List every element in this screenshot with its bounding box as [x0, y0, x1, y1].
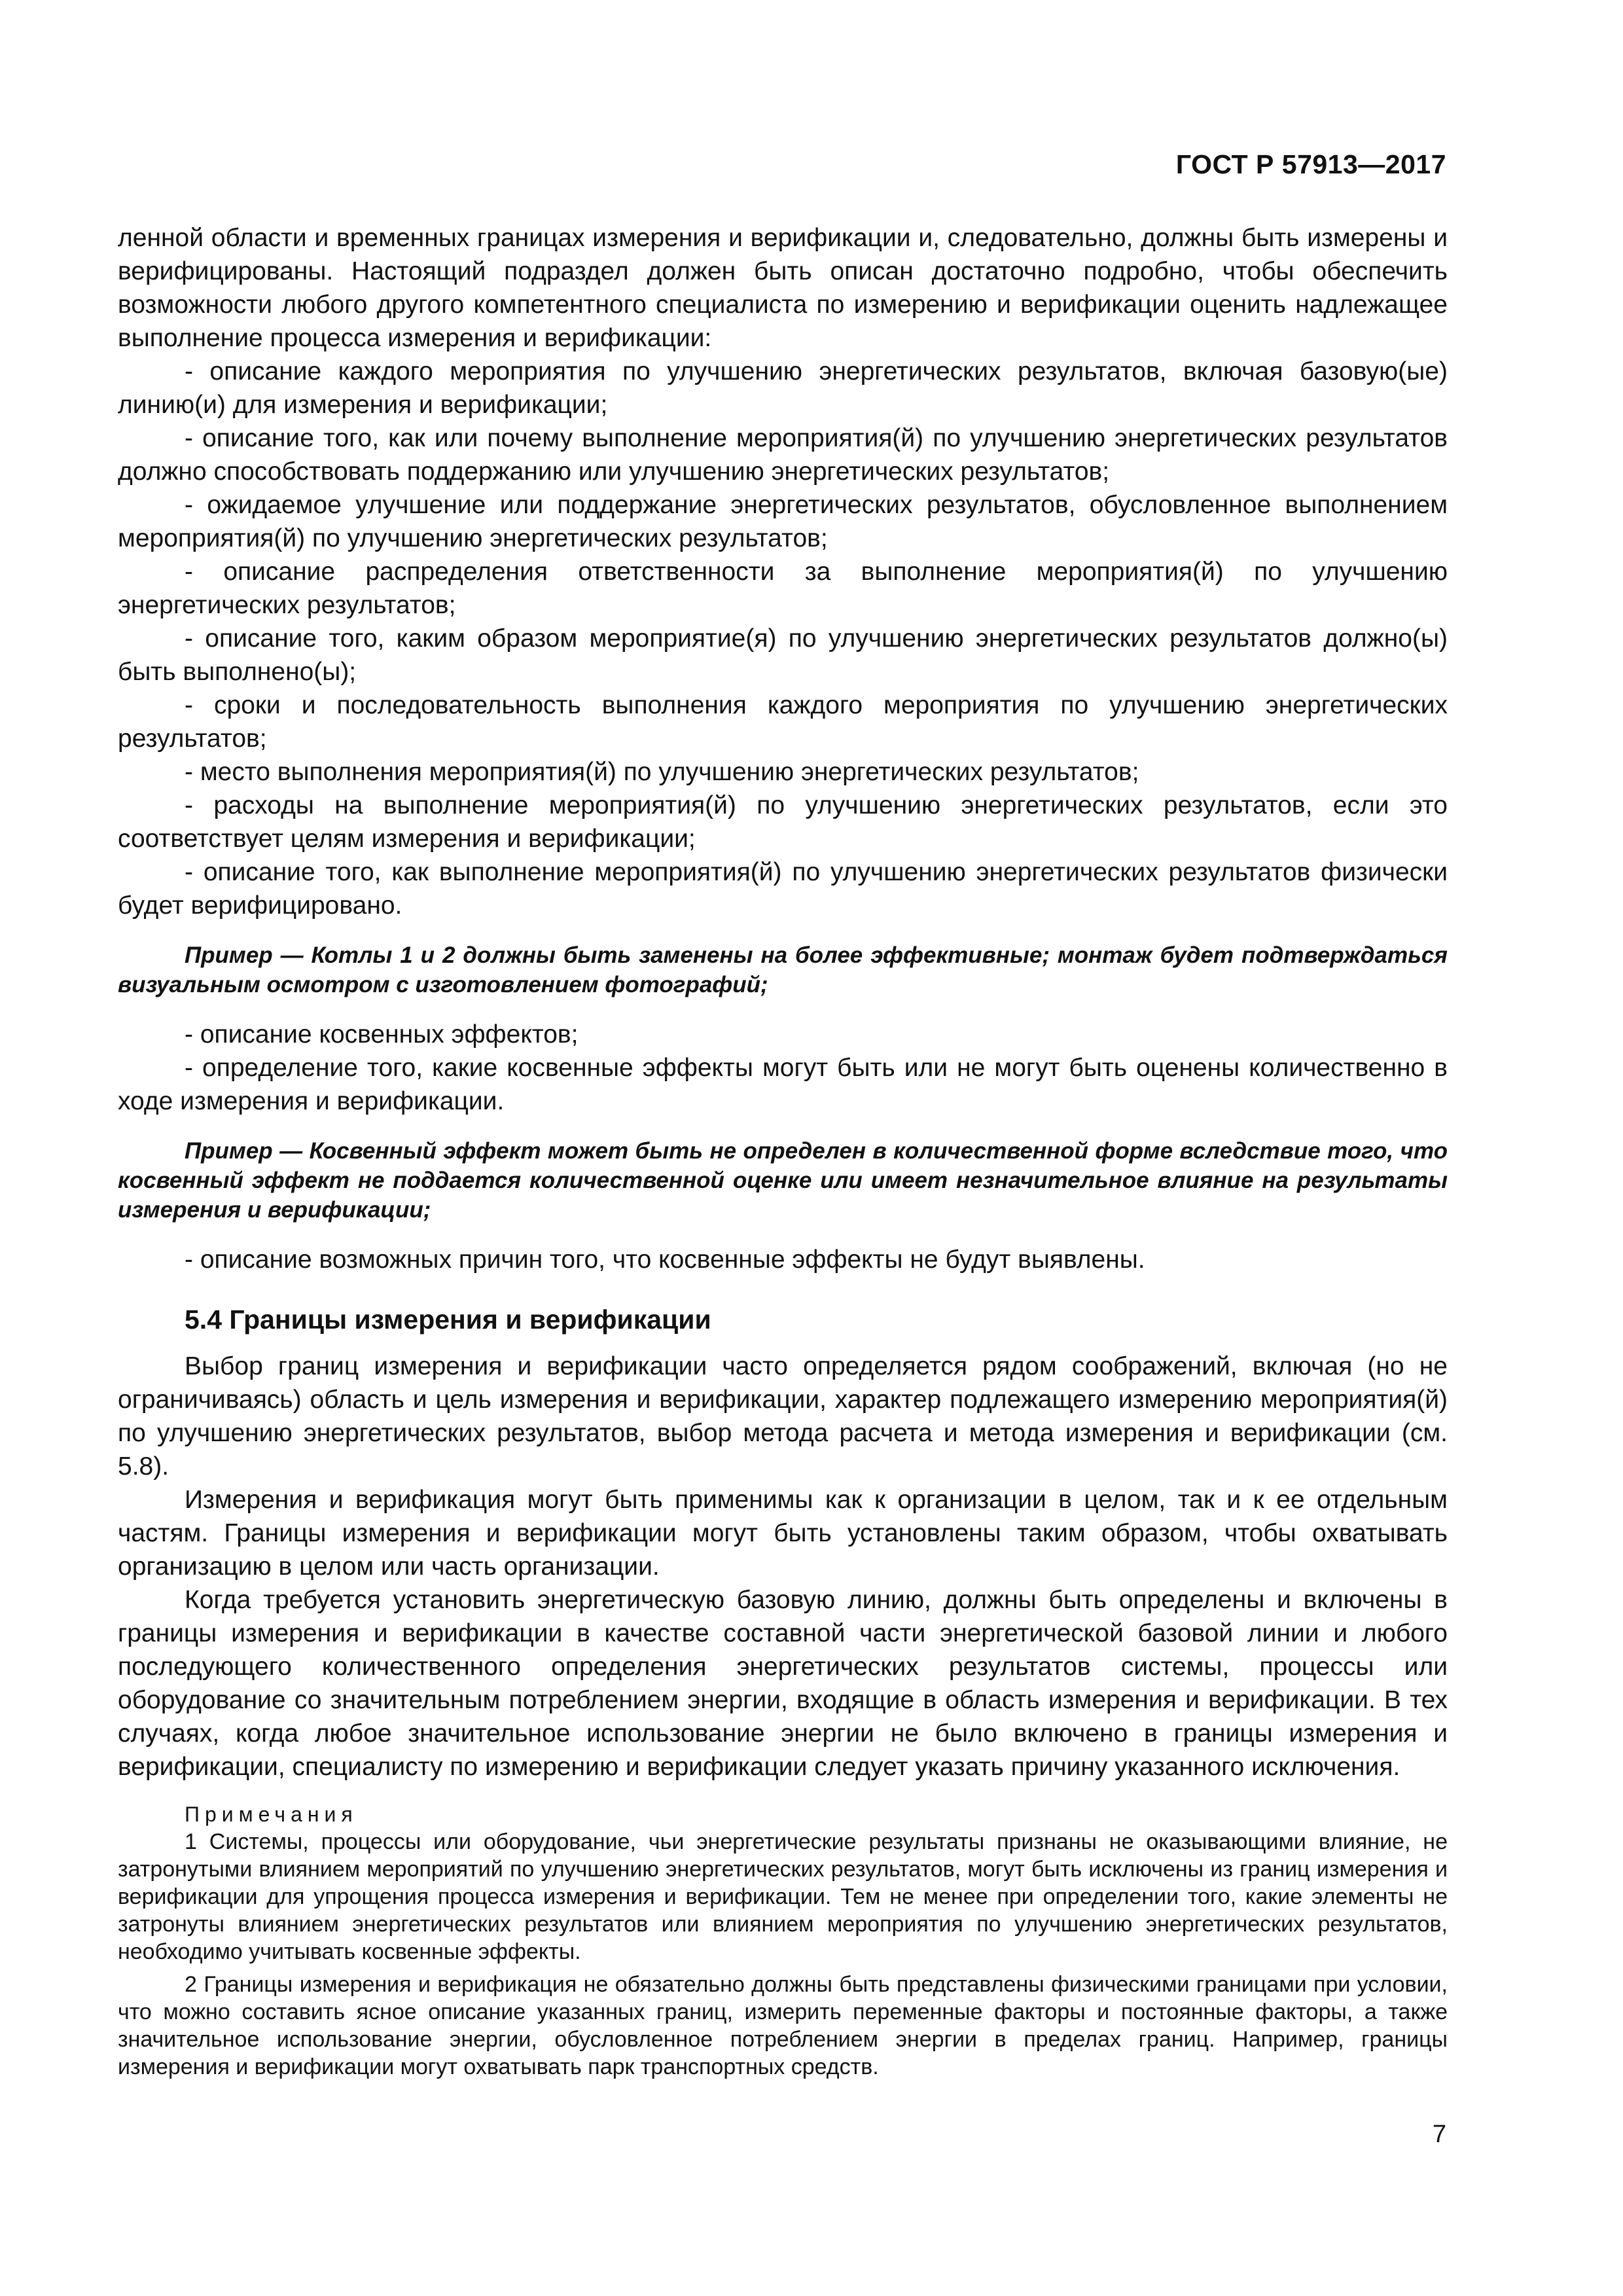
list-item: - описание распределения ответственности за выполнение мероприятия(й) по улучшению энергетических результатов;: [118, 558, 1448, 619]
list-item: - ожидаемое улучшение или поддержание энергетических результатов, обусловленное выполнением мероприятия(й) по улучшению энергетических результатов;: [118, 491, 1448, 552]
list-item: - описание того, каким образом мероприятие(я) по улучшению энергетических результатов должно(ы) быть выполнено(ы);: [118, 624, 1448, 686]
list-item: - расходы на выполнение мероприятия(й) по улучшению энергетических результатов, если это соответствует целям измерения и верификации;: [118, 791, 1448, 853]
body-paragraph: Когда требуется установить энергетическую базовую линию, должны быть определены и включены в границы измерения и верификации в качестве составной части энергетической базовой линии и любого последующего количественного определения энергетических результатов системы, процессы или оборудование со значительным потреблением энергии, входящие в область измерения и верификации. В тех случаях, когда любое значительное использование энергии не было включено в границы измерения и верификации, специалисту по измерению и верификации следует указать причину указанного исключения.: [118, 1586, 1448, 1781]
document-id-header: ГОСТ Р 57913—2017: [1175, 149, 1446, 179]
note-item: 2 Границы измерения и верификация не обязательно должны быть представлены физическими границами при условии, что можно составить ясное описание указанных границ, измерить переменные факторы и постоянные факторы, а также значительное использование энергии, обусловленное потреблением энергии в пределах границ. Например, границы измерения и верификации могут охватывать парк транспортных средств.: [118, 1972, 1448, 2079]
example-note: Пример — Котлы 1 и 2 должны быть заменены на более эффективные; монтаж будет подтверждаться визуальным осмотром с изготовлением фотографий;: [118, 942, 1448, 997]
list-item: - определение того, какие косвенные эффекты могут быть или не могут быть оценены количественно в ходе измерения и верификации.: [118, 1054, 1448, 1115]
list-item: - описание косвенных эффектов;: [185, 1020, 579, 1049]
notes-heading: Примечания: [185, 1803, 358, 1826]
section-heading: 5.4 Границы измерения и верификации: [185, 1304, 711, 1335]
document-body: [118, 221, 1448, 2081]
list-item: - сроки и последовательность выполнения каждого мероприятия по улучшению энергетических результатов;: [118, 691, 1448, 753]
list-item: - описание возможных причин того, что косвенные эффекты не будут выявлены.: [185, 1246, 1145, 1274]
list-item: - место выполнения мероприятия(й) по улучшению энергетических результатов;: [185, 758, 1139, 786]
list-item: - описание каждого мероприятия по улучшению энергетических результатов, включая базовую(ые) линию(и) для измерения и верификации;: [118, 357, 1448, 419]
example-note: Пример — Косвенный эффект может быть не определен в количественной форме вследствие того, что косвенный эффект не поддается количественной оценке или имеет незначительное влияние на результаты измерения и верификации;: [118, 1138, 1448, 1223]
body-paragraph: Выбор границ измерения и верификации часто определяется рядом соображений, включая (но не ограничиваясь) область и цель измерения и верификации, характер подлежащего измерению мероприятия(й) по улучшению энергетических результатов, выбор метода расчета и метода измерения и верификации (см. 5.8).: [118, 1352, 1448, 1480]
intro-paragraph: ленной области и временных границах измерения и верификации и, следовательно, должны быть измерены и верифицированы. Настоящий подраздел должен быть описан достаточно подробно, чтобы обеспечить возможности любого другого компетентного специалиста по измерению и верификации оценить надлежащее выполнение процесса измерения и верификации:: [118, 224, 1448, 352]
note-item: 1 Системы, процессы или оборудование, чьи энергетические результаты признаны не оказывающими влияние, не затронутыми влиянием мероприятий по улучшению энергетических результатов, могут быть исключены из границ измерения и верификации для упрощения процесса измерения и верификации. Тем не менее при определении того, какие элементы не затронуты влиянием энергетических результатов или влиянием мероприятия по улучшению энергетических результатов, необходимо учитывать косвенные эффекты.: [118, 1829, 1448, 1964]
list-item: - описание того, как выполнение мероприятия(й) по улучшению энергетических результатов физически будет верифицировано.: [118, 858, 1448, 920]
page-number: 7: [1432, 2121, 1446, 2148]
body-paragraph: Измерения и верификация могут быть применимы как к организации в целом, так и к ее отдельным частям. Границы измерения и верификации могут быть установлены таким образом, чтобы охватывать организацию в целом или часть организации.: [118, 1486, 1448, 1581]
list-item: - описание того, как или почему выполнение мероприятия(й) по улучшению энергетических результатов должно способствовать поддержанию или улучшению энергетических результатов;: [118, 424, 1448, 486]
